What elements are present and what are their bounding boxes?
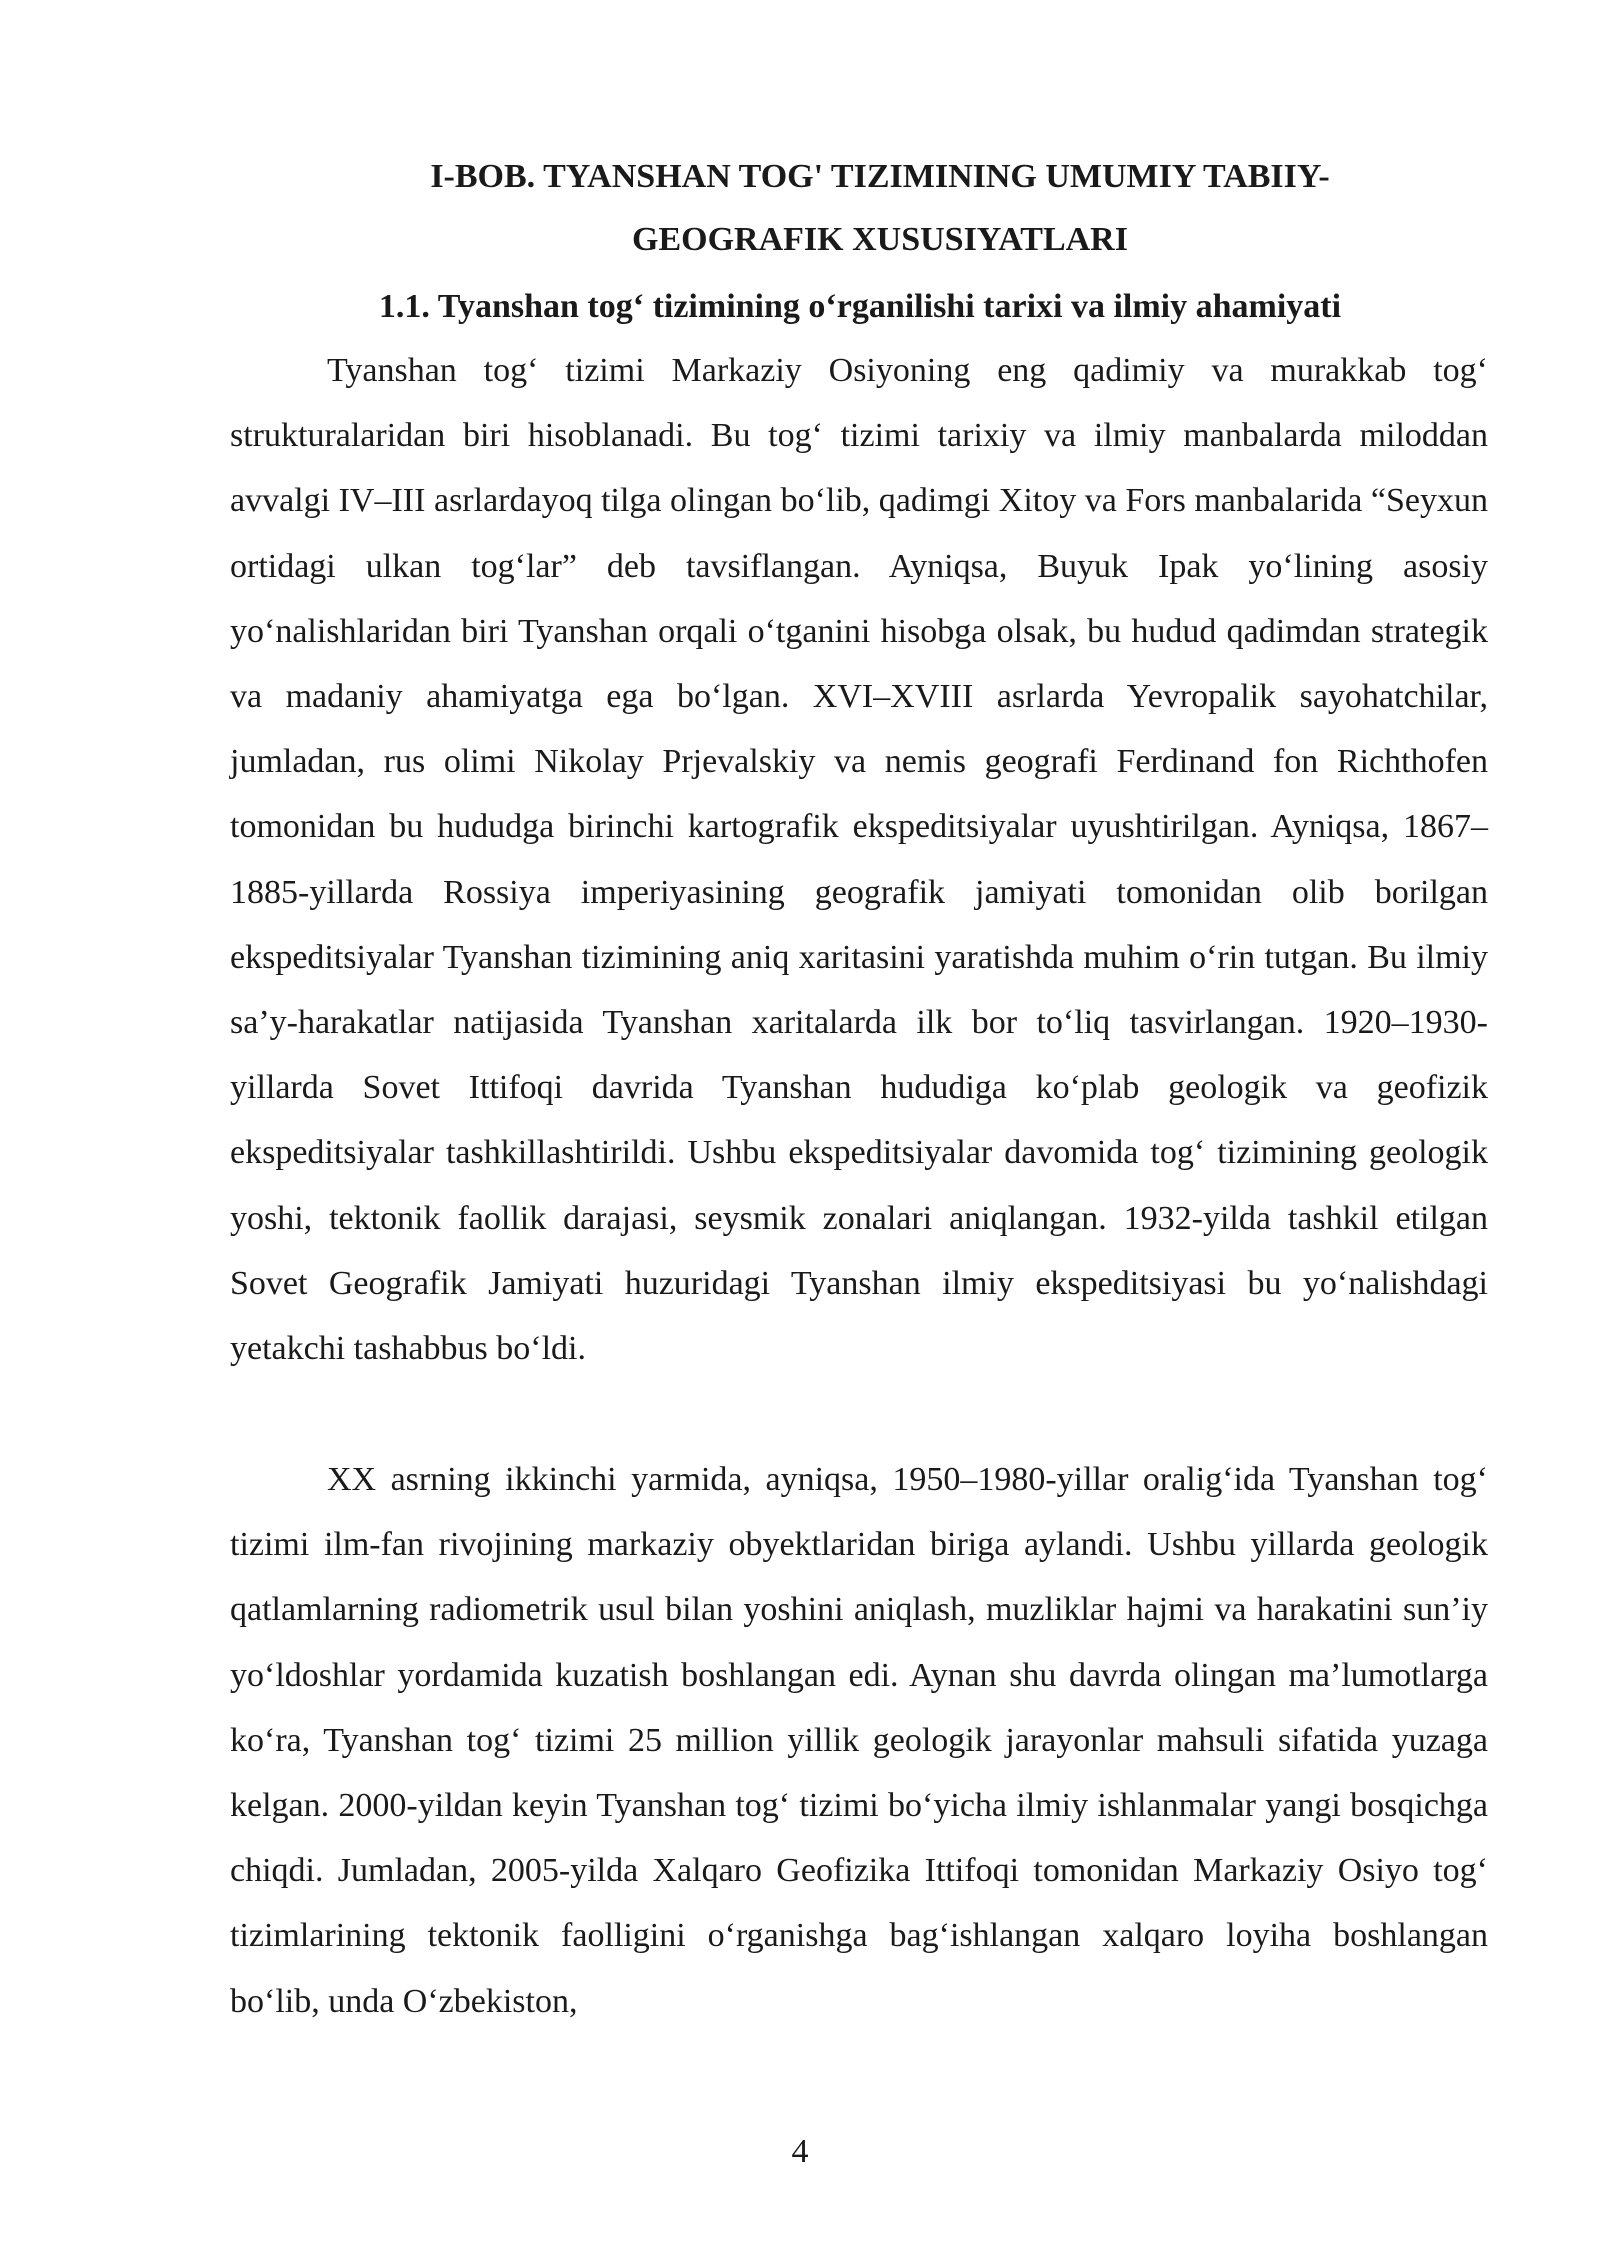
page-number: 4 (791, 2133, 809, 2170)
body-paragraph-1: Tyanshan tog‘ tizimi Markaziy Osiyoning eng qadimiy va murakkab tog‘ strukturalaridan biri hisoblanadi. Bu tog‘ tizimi tarixiy va ilmiy manbalarda miloddan avvalgi IV–III asrlardayoq tilga olingan bo‘lib, qadimgi Xitoy va Fors manbalarida “Seyxun ortidagi ulkan tog‘lar” deb tavsiflangan. Ayniqsa, Buyuk Ipak yo‘lining asosiy yo‘nalishlaridan biri Tyanshan orqali o‘tganini hisobga olsak, bu hudud qadimdan strategik va madaniy ahamiyatga ega bo‘lgan. XVI–XVIII asrlarda Yevropalik sayohatchilar, jumladan, rus olimi Nikolay Prjevalskiy va nemis geografi Ferdinand fon Richthofen tomonidan bu hududga birinchi kartografik ekspeditsiyalar uyushtirilgan. Ayniqsa, 1867–1885-yillarda Rossiya imperiyasining geografik jamiyati tomonidan olib borilgan ekspeditsiyalar Tyanshan tizimining aniq xaritasini yaratishda muhim o‘rin tutgan. Bu ilmiy sa’y-harakatlar natijasida Tyanshan xaritalarda ilk bor to‘liq tasvirlangan. 1920–1930-yillarda Sovet Ittifoqi davrida Tyanshan hududiga ko‘plab geologik va geofizik ekspeditsiyalar tashkillashtirildi. Ushbu ekspeditsiyalar davomida tog‘ tizimining geologik yoshi, tektonik faollik darajasi, seysmik zonalari aniqlangan. 1932-yilda tashkil etilgan Sovet Geografik Jamiyati huzuridagi Tyanshan ilmiy ekspeditsiyasi bu yo‘nalishdagi yetakchi tashabbus bo‘ldi. (230, 352, 1488, 1368)
section-title: 1.1. Tyanshan tog‘ tizimining o‘rganilishi tarixi va ilmiy ahamiyati (378, 288, 1342, 325)
body-paragraph-2: XX asrning ikkinchi yarmida, ayniqsa, 1950–1980-yillar oralig‘ida Tyanshan tog‘ tizimi ilm-fan rivojining markaziy obyektlaridan biriga aylandi. Ushbu yillarda geologik qatlamlarning radiometrik usul bilan yoshini aniqlash, muzliklar hajmi va harakatini sun’iy yo‘ldoshlar yordamida kuzatish boshlangan edi. Aynan shu davrda olingan ma’lumotlarga ko‘ra, Tyanshan tog‘ tizimi 25 million yillik geologik jarayonlar mahsuli sifatida yuzaga kelgan. 2000-yildan keyin Tyanshan tog‘ tizimi bo‘yicha ilmiy ishlanmalar yangi bosqichga chiqdi. Jumladan, 2005-yilda Xalqaro Geofizika Ittifoqi tomonidan Markaziy Osiyo tog‘ tizimlarining tektonik faolligini o‘rganishga bag‘ishlangan xalqaro loyiha boshlangan bo‘lib, unda O‘zbekiston, (230, 1461, 1488, 2020)
chapter-title-line-1: I-BOB. TYANSHAN TOG' TIZIMINING UMUMIY TABIIY- (430, 158, 1330, 195)
chapter-title-line-2: GEOGRAFIK XUSUSIYATLARI (632, 221, 1128, 258)
